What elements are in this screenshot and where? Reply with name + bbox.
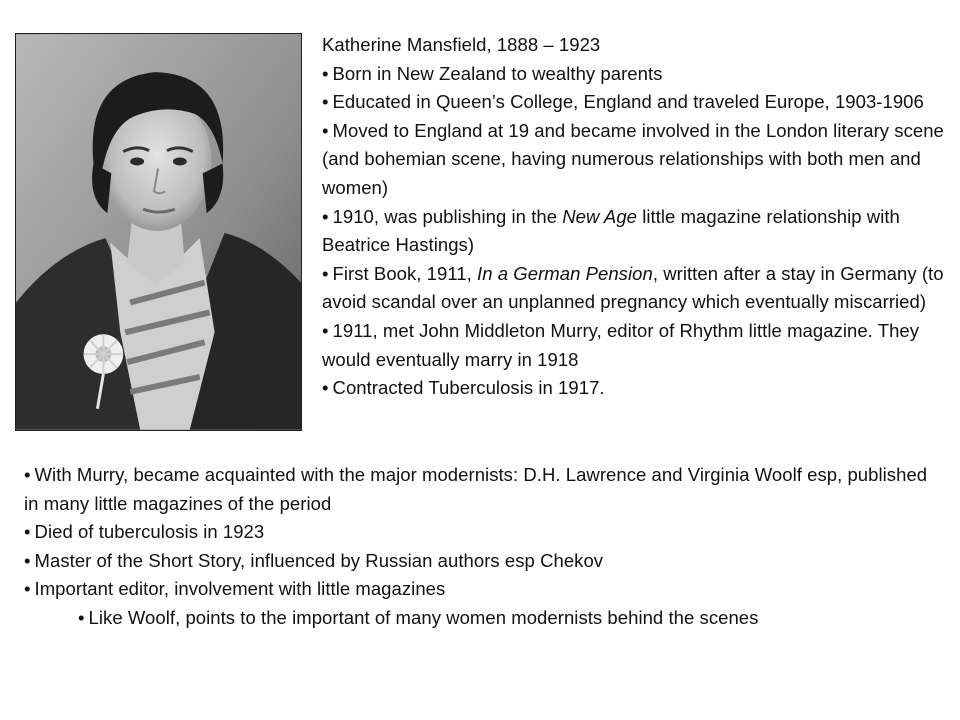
bullet-icon: • xyxy=(24,549,31,571)
bullet-icon: • xyxy=(24,521,31,543)
bullet-item: • Moved to England at 19 and became involved in the London literary scene (and bohemian scene, having numerous relationships with both men and women) xyxy=(322,119,944,198)
biography-text xyxy=(322,31,944,403)
bullet-icon: • xyxy=(322,205,329,227)
bullet-icon: • xyxy=(322,62,329,84)
bullet-item: • Contracted Tuberculosis in 1917. xyxy=(322,377,605,399)
magazine-title: New Age xyxy=(562,205,637,227)
bullet-icon: • xyxy=(322,319,329,341)
bullet-icon: • xyxy=(24,464,31,485)
bullet-item: • Died of tuberculosis in 1923 xyxy=(24,521,265,543)
bullet-icon: • xyxy=(78,606,85,628)
bullet-item: • Educated in Queen’s College, England and traveled Europe, 1903-1906 xyxy=(322,91,924,113)
bullet-icon: • xyxy=(322,262,329,284)
bullet-icon: • xyxy=(322,91,329,113)
portrait-illustration xyxy=(16,34,301,430)
bullet-item: • First Book, 1911, In a German Pension, written after a stay in Germany (to avoid scandal over an unplanned pregnancy which eventually miscarried) xyxy=(322,262,944,313)
portrait-photo xyxy=(15,33,302,431)
bullet-item: • 1910, was publishing in the New Age little magazine relationship with Beatrice Hastings) xyxy=(322,205,900,256)
bullet-item: • Master of the Short Story, influenced by Russian authors esp Chekov xyxy=(24,549,604,571)
bullet-icon: • xyxy=(322,119,329,141)
legacy-text xyxy=(24,461,944,633)
slide-heading: Katherine Mansfield, 1888 – 1923 xyxy=(322,34,601,55)
bullet-item: • With Murry, became acquainted with the major modernists: D.H. Lawrence and Virginia Woolf esp, published in many little magazines of the period xyxy=(24,464,928,514)
bullet-item: • Important editor, involvement with little magazines xyxy=(24,578,446,600)
bullet-item: • 1911, met John Middleton Murry, editor of Rhythm little magazine. They would eventually marry in 1918 xyxy=(322,319,920,370)
bullet-item: • Born in New Zealand to wealthy parents xyxy=(322,62,663,84)
book-title: In a German Pension xyxy=(477,262,653,284)
bullet-icon: • xyxy=(322,377,329,399)
bullet-icon: • xyxy=(24,578,31,600)
sub-bullet-item: • Like Woolf, points to the important of many women modernists behind the scenes xyxy=(78,606,759,628)
